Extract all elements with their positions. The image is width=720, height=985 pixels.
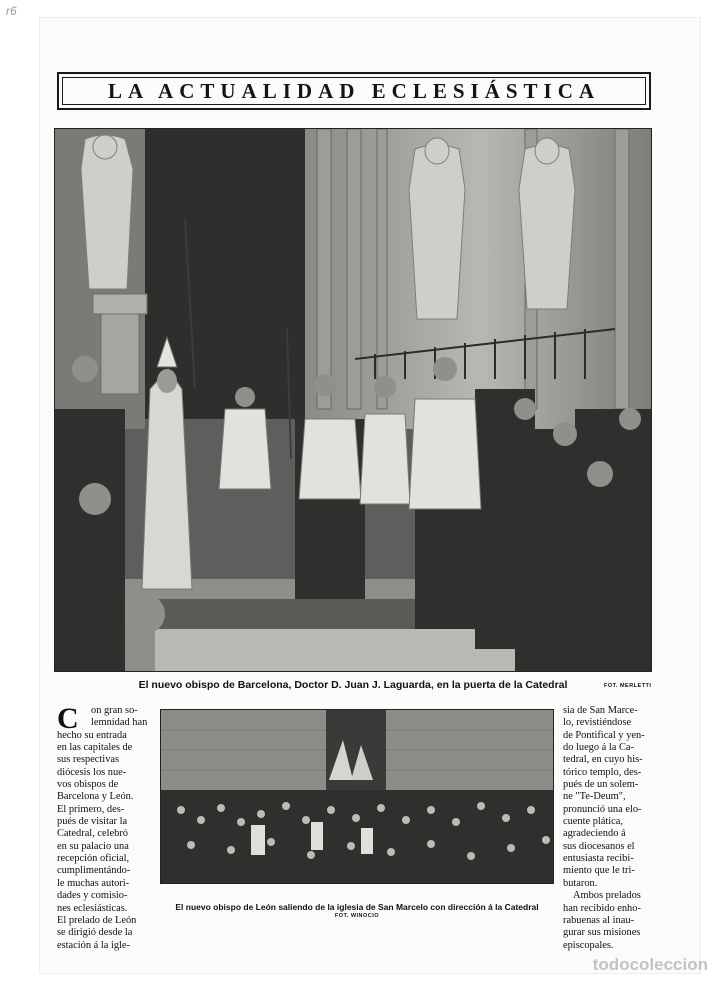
corner-mark: r6 xyxy=(6,4,17,18)
article-line: butaron. xyxy=(563,877,598,889)
article-line: tórico templo, des- xyxy=(563,766,642,778)
article-line: ne "Te-Deum", xyxy=(563,791,626,803)
article-line: miento que le tri- xyxy=(563,865,635,877)
article-line: episcopales. xyxy=(563,939,614,951)
article-line: en su palacio una xyxy=(57,840,129,852)
article-dropcap: C xyxy=(57,702,79,735)
article-line: nes eclesiásticas. xyxy=(57,902,128,914)
article-line: estación á la igle- xyxy=(57,939,130,951)
article-line: sia de San Marce- xyxy=(563,705,638,716)
article-line: Barcelona y León. xyxy=(57,791,134,803)
article-line: recepción oficial, xyxy=(57,853,130,865)
article-line: en las capitales de xyxy=(57,742,133,754)
article-line: se dirigió desde la xyxy=(57,927,133,939)
main-photo-caption: El nuevo obispo de Barcelona, Doctor D. Juan J. Laguarda, en la puerta de la Catedral xyxy=(138,679,568,691)
article-line: cuente plática, xyxy=(563,816,623,828)
article-line: on gran so- xyxy=(91,705,138,716)
article-line: pués de visitar la xyxy=(57,816,128,828)
article-line: diócesis los nue- xyxy=(57,766,127,778)
article-line: hecho su entrada xyxy=(57,729,127,741)
article-line: rabuenas al inau- xyxy=(563,914,634,926)
article-line: tedral, en cuyo his- xyxy=(563,754,643,766)
article-line: le muchas autori- xyxy=(57,877,130,889)
article-line: do luego á la Ca- xyxy=(563,742,634,754)
title-frame xyxy=(57,72,651,110)
article-line: dades y comisio- xyxy=(57,890,128,902)
article-left-column xyxy=(57,702,155,952)
article-line: lemnidad han xyxy=(91,717,148,729)
watermark-logo: todocoleccion xyxy=(592,955,708,974)
church-exit-photo-image xyxy=(161,710,554,884)
secondary-photo xyxy=(160,709,554,884)
article-line: han recibido enho- xyxy=(563,902,641,914)
article-line: El primero, des- xyxy=(57,803,125,815)
secondary-photo-caption: El nuevo obispo de León saliendo de la iglesia de San Marcelo con dirección á la Catedral xyxy=(175,902,539,912)
article-right-column xyxy=(563,705,657,952)
article-line: Ambos prelados xyxy=(573,890,641,902)
main-photo xyxy=(54,128,652,672)
article-line: de Pontifical y yen- xyxy=(563,729,645,741)
cathedral-door-photo-image xyxy=(55,129,652,672)
article-line: El prelado de León xyxy=(57,914,137,926)
page-title: LA ACTUALIDAD ECLESIÁSTICA xyxy=(107,78,601,103)
article-line: pronunció una elo- xyxy=(563,803,642,815)
article-line: Catedral, celebró xyxy=(57,828,128,840)
article-line: sus respectivas xyxy=(57,754,120,766)
main-photo-credit: FOT. MERLETTI xyxy=(604,683,652,689)
article-line: lo, revistiéndose xyxy=(563,717,632,729)
article-line: cumplimentándo- xyxy=(57,865,131,877)
article-line: entusiasta recibi- xyxy=(563,853,634,865)
secondary-photo-credit: FOT. WINOCIO xyxy=(334,913,380,919)
article-line: agradeciendo á xyxy=(563,828,626,840)
article-line: sus diocesanos el xyxy=(563,840,635,852)
article-line: vos obispos de xyxy=(57,779,119,791)
article-line: gurar sus misiones xyxy=(563,927,641,939)
article-line: pués de un solem- xyxy=(563,779,639,791)
